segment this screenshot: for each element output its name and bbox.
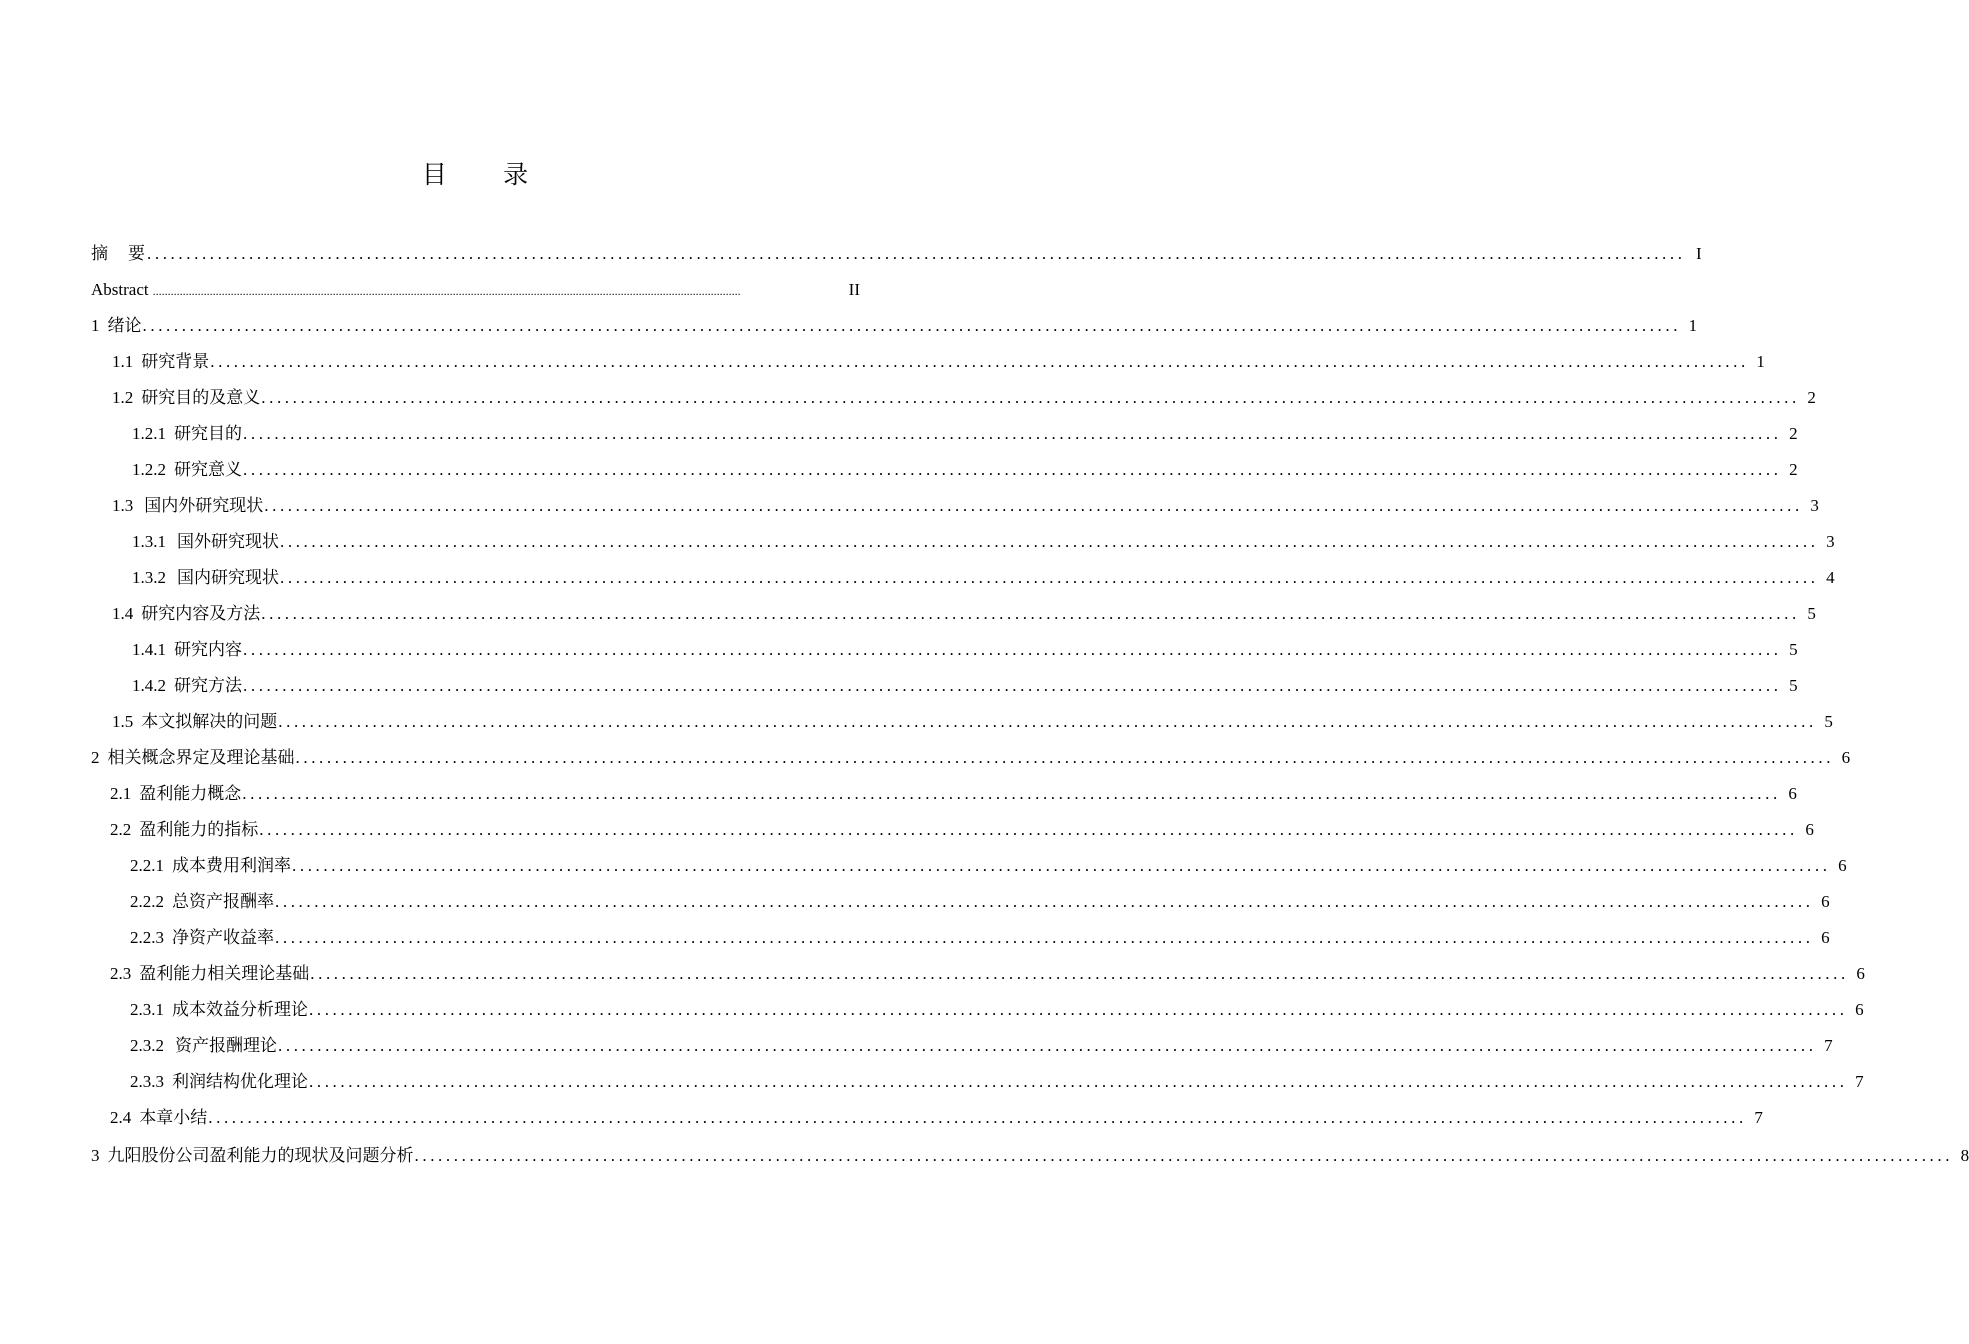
toc-leader: .................................................................................................................................................................................................... bbox=[142, 316, 1682, 335]
toc-page-number: 6 bbox=[1821, 928, 1830, 947]
toc-entry-text: 绪论 bbox=[107, 316, 142, 335]
toc-entry-text: 研究方法 bbox=[174, 676, 242, 695]
toc-page-number: 6 bbox=[1788, 784, 1797, 803]
toc-page-number: 7 bbox=[1855, 1072, 1864, 1091]
toc-entry-number: 2.3.2 bbox=[130, 1036, 164, 1055]
toc-entry-text: 摘要 bbox=[91, 244, 165, 263]
toc-entry[interactable] bbox=[91, 1028, 1833, 1064]
toc-entry[interactable] bbox=[91, 920, 1830, 956]
toc-page-number: 6 bbox=[1805, 820, 1814, 839]
toc-page-number: 5 bbox=[1807, 604, 1816, 623]
toc-entry[interactable] bbox=[91, 1138, 1969, 1174]
toc-entry[interactable] bbox=[91, 632, 1798, 668]
toc-leader: .................................................................................................................................................................................................... bbox=[278, 1036, 1817, 1055]
toc-entry[interactable] bbox=[91, 308, 1698, 344]
toc-entry[interactable] bbox=[91, 416, 1798, 452]
toc-entry-number: 2.3.3 bbox=[130, 1072, 164, 1091]
toc-page-number: 2 bbox=[1807, 388, 1816, 407]
toc-entry-number: 1 bbox=[91, 316, 100, 335]
toc-page-number: 2 bbox=[1789, 460, 1798, 479]
toc-entry-text: 研究内容 bbox=[174, 640, 242, 659]
toc-entry-number: 3 bbox=[91, 1146, 100, 1165]
toc-leader: .................................................................................................................................................................................................... bbox=[414, 1146, 1954, 1165]
toc-entry-text: Abstract bbox=[91, 280, 149, 299]
toc-entry[interactable] bbox=[91, 236, 1702, 272]
toc-entry-number: 2.1 bbox=[110, 784, 132, 803]
toc-entry-text: 研究目的 bbox=[174, 424, 242, 443]
toc-entry-text: 九阳股份公司盈利能力的现状及问题分析 bbox=[107, 1146, 414, 1165]
table-of-contents bbox=[91, 236, 1969, 1174]
toc-page-number: 7 bbox=[1754, 1108, 1763, 1127]
toc-entry-number: 1.1 bbox=[112, 352, 134, 371]
toc-leader: .................................................................................................................................................................................................... bbox=[243, 640, 1782, 659]
toc-leader: .................................................................................................................................................................................................... bbox=[295, 748, 1835, 767]
toc-entry-text: 盈利能力的指标 bbox=[139, 820, 259, 839]
toc-entry-number: 1.2 bbox=[112, 388, 134, 407]
toc-entry-text: 研究目的及意义 bbox=[141, 388, 261, 407]
toc-entry[interactable] bbox=[91, 704, 1833, 740]
toc-entry[interactable] bbox=[91, 1100, 1763, 1136]
toc-entry[interactable] bbox=[91, 596, 1816, 632]
toc-entry-number: 1.4.2 bbox=[132, 676, 166, 695]
toc-entry-text: 国外研究现状 bbox=[177, 532, 279, 551]
toc-leader: .................................................................................................................................................................................................... bbox=[264, 496, 1803, 515]
toc-entry[interactable] bbox=[91, 344, 1765, 380]
toc-leader: .................................................................................................................................................................................................... bbox=[152, 284, 741, 298]
toc-entry-number: 1.3.1 bbox=[132, 532, 166, 551]
toc-leader: .................................................................................................................................................................................................... bbox=[309, 1072, 1848, 1091]
toc-entry[interactable] bbox=[91, 1064, 1864, 1100]
toc-entry[interactable] bbox=[91, 848, 1847, 884]
toc-entry-text: 相关概念界定及理论基础 bbox=[107, 748, 295, 767]
toc-entry-number: 2.2.1 bbox=[130, 856, 164, 875]
toc-entry-text: 成本费用利润率 bbox=[172, 856, 291, 875]
toc-page-number: I bbox=[1695, 244, 1702, 263]
toc-leader: .................................................................................................................................................................................................... bbox=[261, 388, 1800, 407]
toc-entry-text: 资产报酬理论 bbox=[175, 1036, 277, 1055]
toc-entry[interactable] bbox=[91, 272, 860, 308]
toc-leader: .................................................................................................................................................................................................... bbox=[210, 352, 1749, 371]
toc-entry-text: 本文拟解决的问题 bbox=[141, 712, 278, 731]
toc-entry-text: 净资产收益率 bbox=[172, 928, 274, 947]
toc-page-number: 3 bbox=[1826, 532, 1835, 551]
toc-entry[interactable] bbox=[91, 560, 1835, 596]
toc-page-number: 2 bbox=[1789, 424, 1798, 443]
toc-page-number: 5 bbox=[1824, 712, 1833, 731]
toc-leader: .................................................................................................................................................................................................... bbox=[292, 856, 1831, 875]
toc-entry-number: 1.3.2 bbox=[132, 568, 166, 587]
toc-entry-number: 1.4 bbox=[112, 604, 134, 623]
toc-leader: .................................................................................................................................................................................................... bbox=[243, 424, 1782, 443]
toc-page-number: 3 bbox=[1810, 496, 1819, 515]
toc-entry-text: 研究背景 bbox=[141, 352, 210, 371]
toc-entry-number: 2.2.3 bbox=[130, 928, 164, 947]
toc-leader: .................................................................................................................................................................................................... bbox=[310, 964, 1849, 983]
toc-entry-number: 2.2 bbox=[110, 820, 132, 839]
toc-page-number: 6 bbox=[1855, 1000, 1864, 1019]
toc-entry-number: 2.3 bbox=[110, 964, 132, 983]
toc-entry-number: 2 bbox=[91, 748, 100, 767]
toc-leader: .................................................................................................................................................................................................... bbox=[278, 712, 1817, 731]
toc-page-number: 8 bbox=[1960, 1146, 1969, 1165]
toc-page-number: II bbox=[848, 280, 860, 299]
toc-entry-text: 国内外研究现状 bbox=[144, 496, 264, 515]
toc-leader: .................................................................................................................................................................................................... bbox=[243, 460, 1782, 479]
toc-entry-number: 1.4.1 bbox=[132, 640, 166, 659]
toc-leader: .................................................................................................................................................................................................... bbox=[208, 1108, 1747, 1127]
toc-entry-number: 2.3.1 bbox=[130, 1000, 164, 1019]
toc-leader: .................................................................................................................................................................................................... bbox=[147, 244, 1686, 263]
toc-entry-number: 1.5 bbox=[112, 712, 134, 731]
toc-entry-text: 总资产报酬率 bbox=[172, 892, 274, 911]
toc-entry[interactable] bbox=[91, 524, 1835, 560]
toc-entry[interactable] bbox=[91, 452, 1798, 488]
toc-entry-number: 1.2.2 bbox=[132, 460, 166, 479]
toc-entry[interactable] bbox=[91, 884, 1830, 920]
toc-entry-text: 盈利能力相关理论基础 bbox=[139, 964, 310, 983]
toc-leader: .................................................................................................................................................................................................... bbox=[280, 568, 1819, 587]
toc-leader: .................................................................................................................................................................................................... bbox=[261, 604, 1800, 623]
toc-entry[interactable] bbox=[91, 380, 1816, 416]
toc-page-number: 7 bbox=[1824, 1036, 1833, 1055]
toc-entry-number: 2.2.2 bbox=[130, 892, 164, 911]
toc-page-number: 6 bbox=[1821, 892, 1830, 911]
toc-entry-text: 盈利能力概念 bbox=[139, 784, 242, 803]
toc-leader: .................................................................................................................................................................................................... bbox=[275, 928, 1814, 947]
toc-page-number: 5 bbox=[1789, 676, 1798, 695]
toc-leader: .................................................................................................................................................................................................... bbox=[275, 892, 1814, 911]
toc-page-number: 6 bbox=[1841, 748, 1851, 767]
toc-leader: .................................................................................................................................................................................................... bbox=[280, 532, 1819, 551]
toc-entry-text: 研究意义 bbox=[174, 460, 242, 479]
toc-entry-text: 研究内容及方法 bbox=[141, 604, 261, 623]
toc-entry-number: 1.3 bbox=[112, 496, 134, 515]
toc-entry[interactable] bbox=[91, 740, 1851, 776]
toc-entry-text: 成本效益分析理论 bbox=[172, 1000, 308, 1019]
toc-entry-text: 国内研究现状 bbox=[177, 568, 279, 587]
toc-entry[interactable] bbox=[91, 812, 1814, 848]
toc-entry[interactable] bbox=[91, 668, 1798, 704]
toc-page-number: 4 bbox=[1826, 568, 1835, 587]
toc-entry-text: 本章小结 bbox=[139, 1108, 208, 1127]
toc-leader: .................................................................................................................................................................................................... bbox=[242, 784, 1781, 803]
toc-page-number: 6 bbox=[1856, 964, 1865, 983]
toc-entry[interactable] bbox=[91, 992, 1864, 1028]
toc-entry[interactable] bbox=[91, 776, 1797, 812]
toc-page-number: 6 bbox=[1838, 856, 1847, 875]
toc-entry-text: 利润结构优化理论 bbox=[172, 1072, 308, 1091]
toc-page-number: 5 bbox=[1789, 640, 1798, 659]
toc-entry[interactable] bbox=[91, 956, 1865, 992]
toc-entry-number: 1.2.1 bbox=[132, 424, 166, 443]
toc-entry-number: 2.4 bbox=[110, 1108, 132, 1127]
toc-page-number: 1 bbox=[1688, 316, 1698, 335]
toc-leader: .................................................................................................................................................................................................... bbox=[309, 1000, 1848, 1019]
toc-leader: .................................................................................................................................................................................................... bbox=[259, 820, 1798, 839]
page-title: 目 录 bbox=[421, 162, 554, 189]
toc-page-number: 1 bbox=[1756, 352, 1765, 371]
toc-leader: .................................................................................................................................................................................................... bbox=[243, 676, 1782, 695]
toc-entry[interactable] bbox=[91, 488, 1819, 524]
